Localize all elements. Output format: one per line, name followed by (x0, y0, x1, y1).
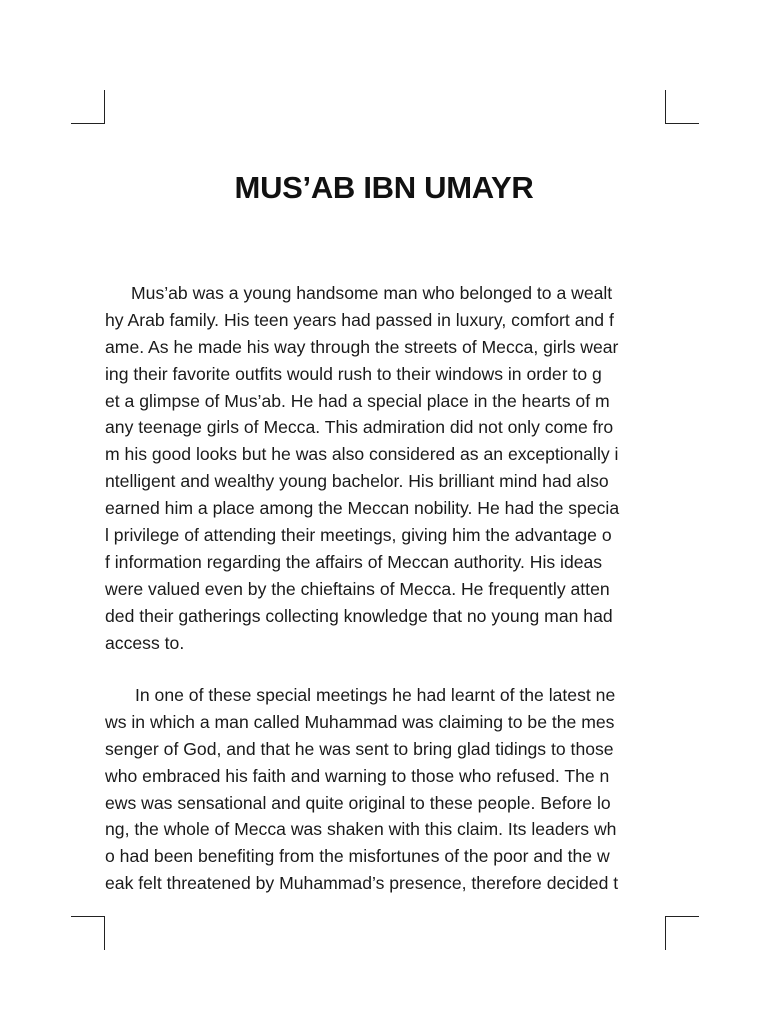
paragraph-line: l privilege of attending their meetings, giving him the advantage o (105, 525, 612, 546)
paragraph-line: any teenage girls of Mecca. This admiration did not only come fro (105, 417, 614, 438)
paragraph-line: senger of God, and that he was sent to bring glad tidings to those (105, 738, 614, 759)
paragraph-line: ng, the whole of Mecca was shaken with this claim. Its leaders wh (105, 819, 617, 840)
crop-mark-bottom-left-vertical (104, 916, 105, 950)
crop-mark-top-right-horizontal (665, 123, 699, 124)
paragraph-line: ing their favorite outfits would rush to their windows in order to g (105, 363, 602, 384)
paragraph-line: ews was sensational and quite original to these people. Before lo (105, 792, 611, 813)
crop-mark-bottom-right-vertical (665, 916, 666, 950)
paragraph-line: et a glimpse of Mus’ab. He had a special place in the hearts of m (105, 390, 610, 411)
paragraph-line: hy Arab family. His teen years had passed in luxury, comfort and f (105, 309, 614, 330)
paragraph-1 (105, 280, 665, 656)
paragraph-line: eak felt threatened by Muhammad’s presence, therefore decided t (105, 873, 619, 894)
paragraph-line: who embraced his faith and warning to those who refused. The n (105, 765, 610, 786)
paragraph-line: In one of these special meetings he had learnt of the latest ne (135, 685, 616, 705)
paragraph-line: access to. (105, 632, 185, 653)
paragraph-line: ws in which a man called Muhammad was claiming to be the mes (105, 711, 615, 732)
crop-mark-top-left-horizontal (71, 123, 105, 124)
paragraph-line: were valued even by the chieftains of Mecca. He frequently atten (105, 578, 610, 599)
page-title: MUS’AB IBN UMAYR (234, 170, 534, 205)
crop-mark-top-right-vertical (665, 90, 666, 124)
paragraph-line: earned him a place among the Meccan nobility. He had the specia (105, 498, 620, 519)
crop-mark-top-left-vertical (104, 90, 105, 124)
paragraph-line: m his good looks but he was also considered as an exceptionally i (105, 444, 619, 465)
paragraph-line: ame. As he made his way through the streets of Mecca, girls wear (105, 336, 619, 357)
crop-mark-bottom-left-horizontal (71, 916, 105, 917)
paragraph-line: ntelligent and wealthy young bachelor. His brilliant mind had also (105, 471, 609, 492)
paragraph-line: Mus’ab was a young handsome man who belonged to a wealt (131, 283, 613, 303)
paragraph-2 (105, 682, 665, 897)
crop-mark-bottom-right-horizontal (665, 916, 699, 917)
paragraph-line: f information regarding the affairs of Meccan authority. His ideas (105, 551, 603, 572)
paragraph-line: o had been benefiting from the misfortunes of the poor and the w (105, 846, 610, 867)
paragraph-line: ded their gatherings collecting knowledge that no young man had (105, 605, 613, 626)
